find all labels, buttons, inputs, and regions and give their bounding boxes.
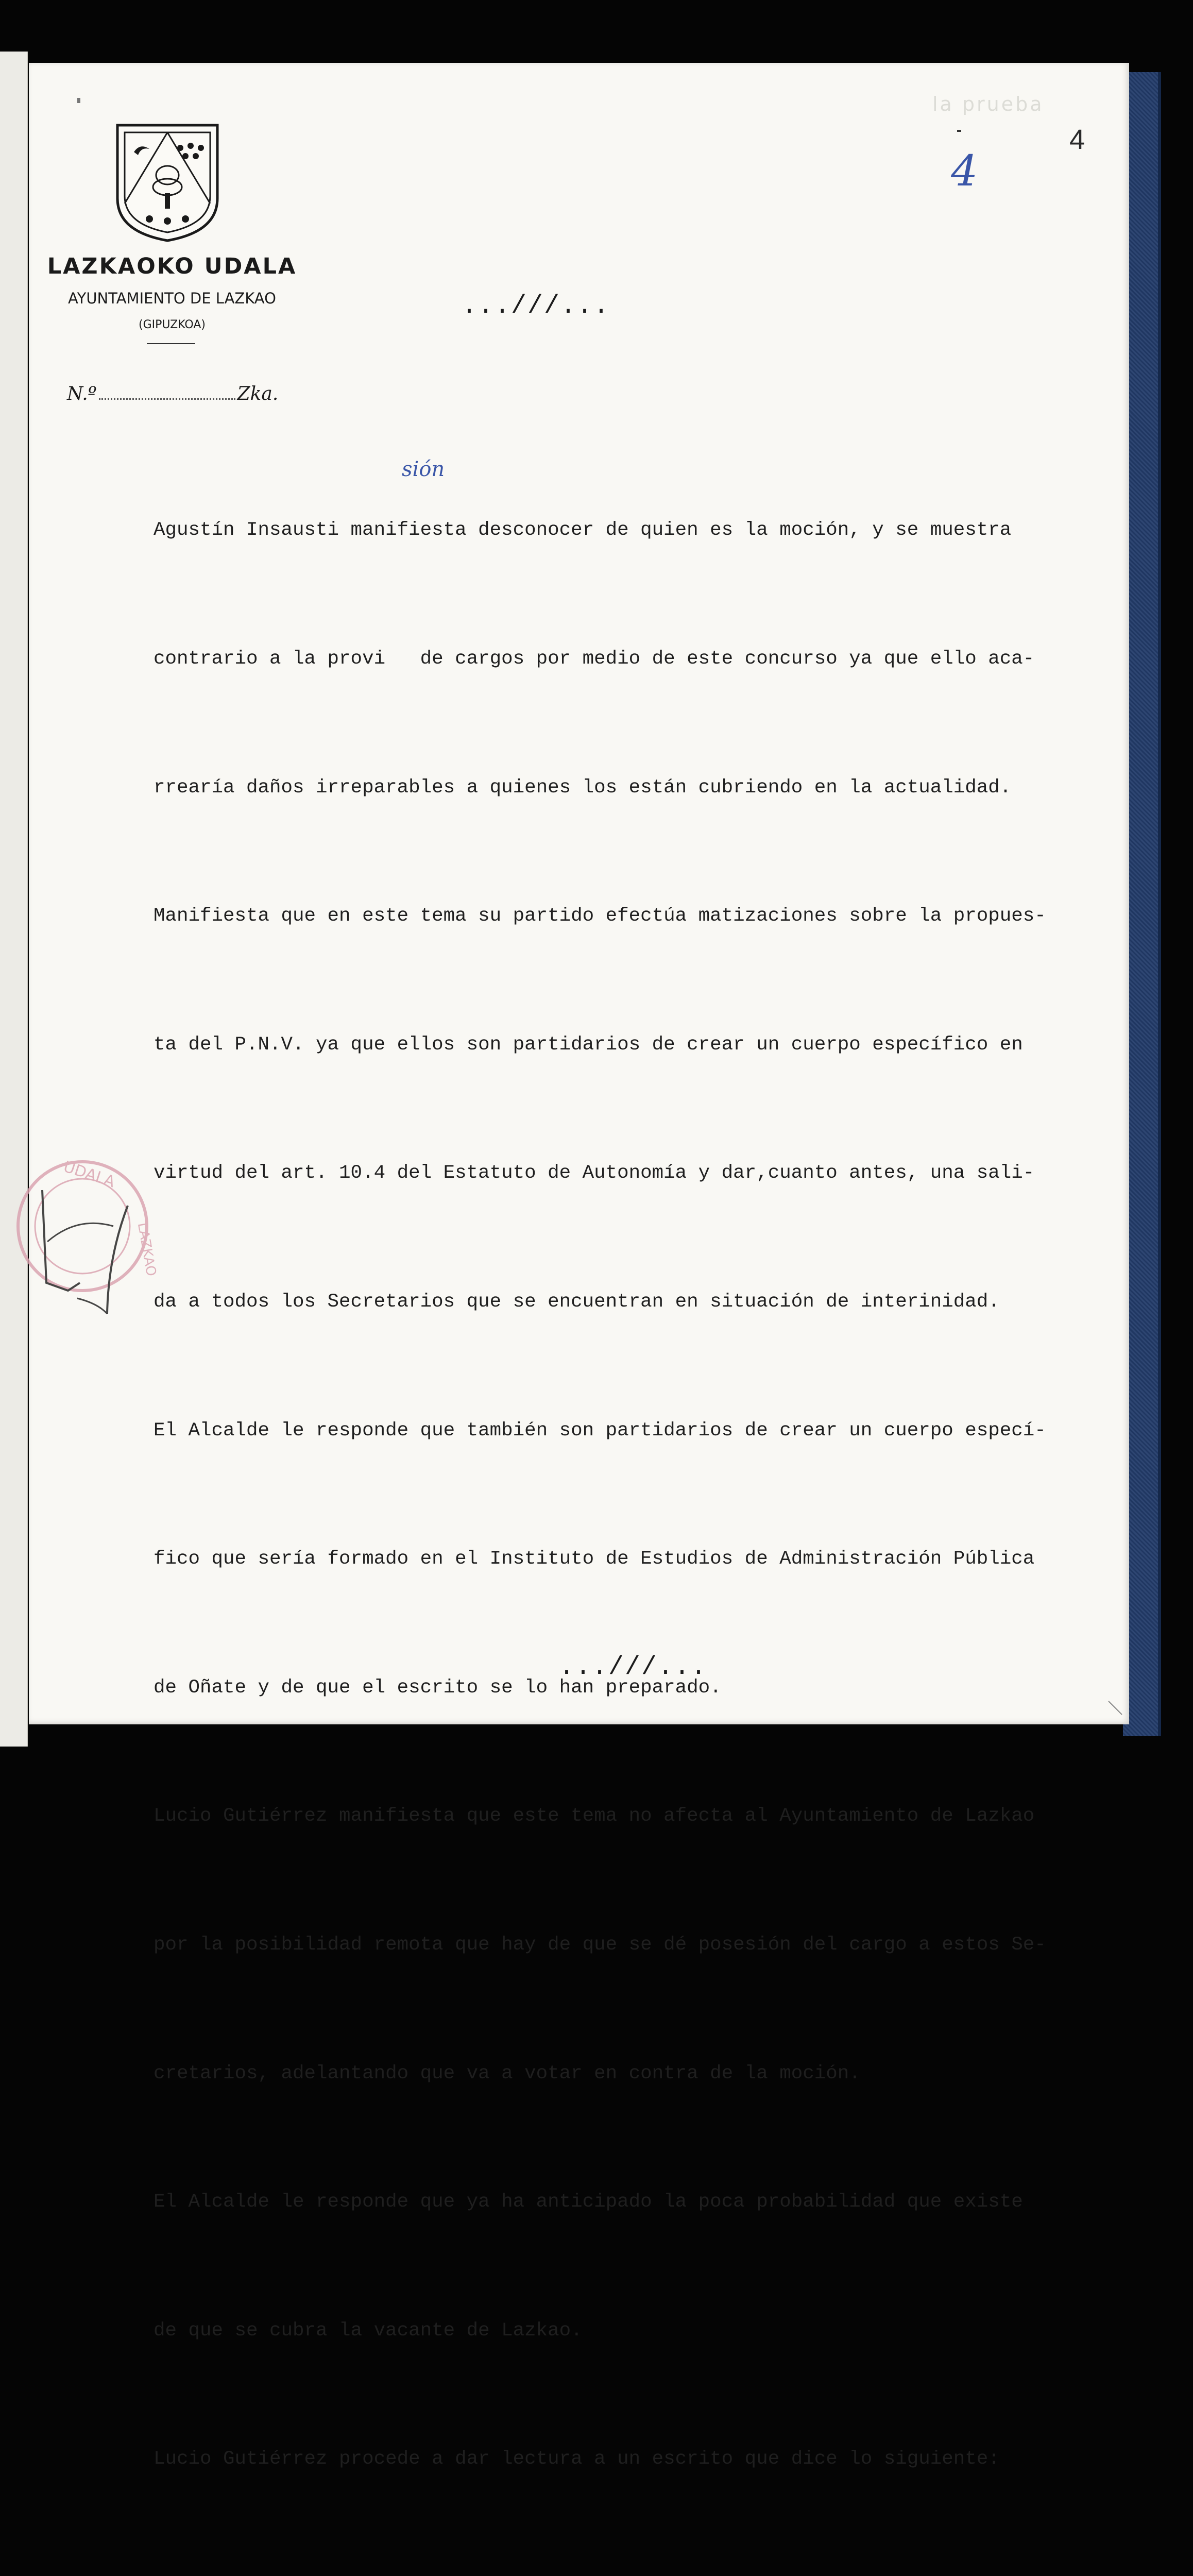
text-line: contrario a la provi de cargos por medio de este concurso ya que ello aca- [154,648,1035,670]
page-number-handwritten: 4 [951,147,978,196]
text-line: de Oñate y de que el escrito se lo han preparado. [154,1676,722,1699]
text-line: virtud del art. 10.4 del Estatuto de Autonomía y dar,cuanto antes, una sali- [154,1162,1035,1184]
text-line: Agustín Insausti manifiesta desconocer de quien es la moción, y se muestra [154,519,1012,541]
header-divider [147,343,195,344]
reference-prefix: N.º [67,383,97,404]
text-line: ta del P.N.V. ya que ellos son partidarios de crear un cuerpo específico en [154,1033,1023,1056]
svg-text:LAZKAO: LAZKAO [134,1221,159,1278]
text-line: Lucio Gutiérrez manifiesta que este tema no afecta al Ayuntamiento de Lazkao [154,1805,1035,1827]
text-line: Lucio Gutiérrez procede a dar lectura a un escrito que dice lo siguiente: [154,2448,1000,2470]
text-line: fico que sería formado en el Instituto de Estudios de Administración Pública [154,1548,1035,1570]
continuation-marker-bottom: ...///... [559,1653,708,1682]
text-line: cretarios, adelantando que va a votar en contra de la moción. [154,2062,861,2084]
reference-number-line [67,383,278,404]
page-mark [77,98,80,103]
organization-province: (GIPUZKOA) [139,318,206,331]
adjacent-page-edge [0,52,28,1747]
organization-subtitle: AYUNTAMIENTO DE LAZKAO [68,290,276,307]
organization-name: LAZKAOKO UDALA [47,253,297,279]
reference-blank [99,398,235,400]
typed-body-text [154,423,1132,2576]
text-line: El Alcalde le responde que también son partidarios de crear un cuerpo especí- [154,1419,1046,1442]
text-line: rrearía daños irreparables a quienes los están cubriendo en la actualidad. [154,776,1012,799]
reference-suffix: Zka. [237,383,279,404]
text-line: de que se cubra la vacante de Lazkao. [154,2319,583,2342]
svg-text:UDALA: UDALA [61,1158,117,1192]
handwritten-tick [957,130,961,132]
municipal-crest-icon [113,121,221,245]
municipal-stamp-icon [10,1113,159,1340]
text-line: El Alcalde le responde que ya ha anticipado la poca probabilidad que existe [154,2191,1023,2213]
text-line [154,2567,1132,2576]
continuation-marker-top: ...///... [462,292,610,321]
page-number-typed: 4 [1069,124,1085,155]
text-line: da a todos los Secretarios que se encuentran en situación de interinidad. [154,1291,1000,1313]
text-line: por la posibilidad remota que hay de que se dé posesión del cargo a estos Se- [154,1934,1046,1956]
text-line: Manifiesta que en este tema su partido efectúa matizaciones sobre la propues- [154,905,1046,927]
faint-pencil-note: la prueba [932,93,1044,115]
handwritten-correction: sión [402,457,445,481]
page-corner-mark [1107,1700,1123,1716]
